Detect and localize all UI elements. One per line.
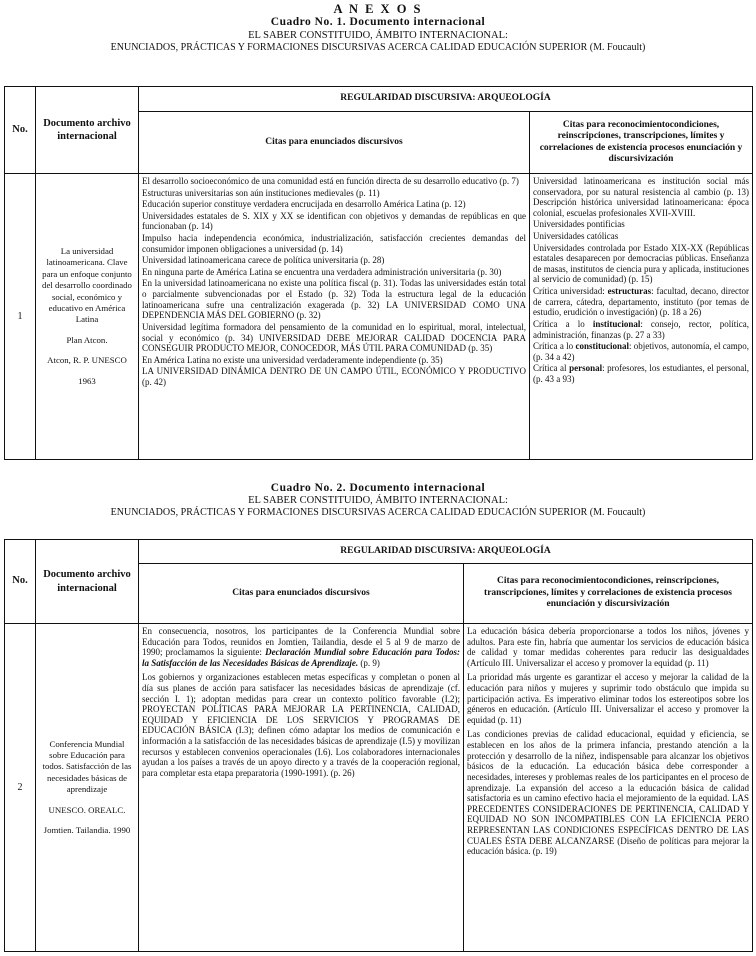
critica-prefix: Crítica universidad: (533, 286, 608, 297)
cita-item: Universidades estatales de S. XIX y XX se identifican con objetivos y demandas de repúblicas en que funcionaban (p. 14) (142, 210, 526, 232)
critica-prefix: Crítica al (533, 363, 570, 374)
condicion-item: Universidades pontificias (533, 219, 625, 230)
document-info (36, 174, 139, 460)
cita-item: Los gobiernos y organizaciones establecen metas específicas y completan o ponen al día sus planes de acción para satisfacer las necesidades básicas de aprendizaje (cf. sección I. 1); adoptan medidas para crear un contexto político favorable (I.2); PROYECTAN POLÍTICAS PARA MEJORAR LA PERTINENCIA, CALIDAD, EQUIDAD Y EFICIENCIA DE LOS SERVICIOS Y PROGRAMAS DE EDUCACIÓN BÁSICA (I.3); definen cómo adaptar los medios de comunicación e información a la satisfacción de las necesidades básicas de aprendizaje (I.5) y movilizan recursos y establecen convenios operacionales (I.6). Los colaboradores internacionales ayudan a los países a través de un apoyo directo y a través de la cooperación regional, para completar esta etapa preparatoria (1990-1991). (p. 26) (142, 672, 460, 778)
citas-cell (139, 624, 464, 952)
critica-item (533, 363, 749, 384)
document-plan: Plan Atcon. (66, 334, 108, 345)
document-info (36, 624, 139, 952)
cita-item: Universidad legítima formadora del pensamiento de la comunidad en lo espiritual, moral, intelectual, social y económico (p. 34) UNIVERSIDAD DEBE MEJORAR CALIDAD DOCENCIA PARA CONSEGUIR PRODUCTO MEJOR, CONOCEDOR, MÁS ÚTIL PARA COMUNIDAD (p. 35) (142, 321, 526, 354)
cita-item: Impulso hacia independencia económica, industrialización, satisfacción crecientes demandas del consumidor imponen obligaciones a universidad (p. 14) (142, 233, 526, 254)
table-row (5, 174, 753, 460)
critica-item (533, 286, 749, 318)
document-author: Atcon, R. P. UNESCO (47, 355, 127, 366)
critica-keyword: constitucional (575, 341, 629, 352)
anexos-title: A N E X O S (333, 2, 423, 16)
col-header-condiciones: Citas para reconocimientocondiciones, reinscripciones, transcripciones, límites y correlaciones de existencia procesos enunciación y discursivización (464, 564, 753, 624)
cita-declaracion: Declaración Mundial sobre Educación para Todos: la Satisfacción de las Necesidades Básicas de Aprendizaje. (142, 647, 460, 668)
table-row (5, 624, 753, 952)
document-org: UNESCO. OREALC. (48, 804, 126, 815)
cita-text: En consecuencia, nosotros, los participantes de la Conferencia Mundial sobre Educación para Todos, reunidos en Jomtien, Tailandia, desde el 5 al 9 de marzo de 1990; proclamamos la siguiente: (142, 626, 460, 658)
condicion-item: Las condiciones previas de calidad educacional, equidad y eficiencia, se establecen en los años de la primera infancia, prestando atención a la protección y desarrollo de la niñez, indispensable para alcanzar los objetivos básicos de la educación. La educación básica debe corresponder a necesidades, intereses y problemas reales de los participantes en el proceso de aprendizaje. La expansión del acceso a la educación básica de calidad satisfactoria es un camino efectivo hacia el mejoramiento de la equidad. LAS PRECEDENTES CONSIDERACIONES DE PERTINENCIA, CALIDAD Y EQUIDAD NO SON INCOMPATIBLES CON LA EFICIENCIA PERO REPRESENTAN LAS CONDICIONES ESPECÍFICAS DENTRO DE LAS CUALES ÉSTA DEBE ALCANZARSE (Diseño de políticas para mejorar la educación básica. (p. 19) (467, 729, 750, 857)
cuadro-2-header (0, 482, 756, 519)
col-header-regularidad: REGULARIDAD DISCURSIVA: ARQUEOLOGÍA (139, 540, 753, 564)
critica-prefix: Crítica a lo (533, 341, 576, 352)
critica-item (533, 341, 749, 362)
condicion-item: Universidades controlada por Estado XIX-XX (Repúblicas estatales desaparecen por democracias públicas. Enseñanza de masas, institutos de ciencia pura y aplicada, instituciones al servicio de comunidad) (p. 15) (533, 242, 750, 285)
cuadro-2-subtitle: EL SABER CONSTITUIDO, ÁMBITO INTERNACIONAL: (248, 495, 508, 507)
cita-item (142, 626, 460, 668)
col-header-documento: Documento archivo internacional (36, 540, 139, 624)
col-header-documento: Documento archivo internacional (36, 87, 139, 174)
row-number: 2 (5, 624, 36, 952)
condicion-item: Universidades católicas (533, 231, 619, 242)
cita-item: El desarrollo socioeconómico de una comunidad está en función directa de su desarrollo educativo (p. 7) (142, 176, 519, 186)
col-header-no: No. (5, 540, 36, 624)
document-title: Conferencia Mundial sobre Educación para todos. Satisfacción de las necesidades básicas de aprendizaje (42, 738, 132, 795)
col-header-condiciones: Citas para reconocimientocondiciones, reinscripciones, transcripciones, límites y correlaciones de existencia procesos enunciación y discursivización (530, 112, 753, 174)
citas-cell (139, 174, 530, 460)
col-header-citas: Citas para enunciados discursivos (139, 112, 530, 174)
cita-page: (p. 9) (358, 657, 380, 668)
cita-item: En ninguna parte de América Latina se encuentra una verdadera administración universitaria (p. 30) (142, 266, 502, 277)
critica-item (533, 319, 749, 340)
cita-item: LA UNIVERSIDAD DINÁMICA DENTRO DE UN CAMPO ÚTIL, ECONÓMICO Y PRODUCTIVO (p. 42) (142, 366, 526, 387)
condicion-item: La prioridad más urgente es garantizar el acceso y mejorar la calidad de la educación para niños y mujeres y suprimir todo obstáculo que impida su participación activa. Es imperativo eliminar todos los estereotipos sobre los géneros en educación. (Artículo III. Universalizar el acceso y promover la equidad (p. 11) (467, 672, 750, 725)
row-number: 1 (5, 174, 36, 460)
cuadro-2-title: Cuadro No. 2. Documento internacional (270, 482, 486, 494)
document-title: La universidad latinoamericana. Clave para un enfoque conjunto del desarrollo coordinado social, económico y educativo en América Latina (42, 245, 132, 325)
condiciones-cell (530, 174, 753, 460)
cita-item: En la universidad latinoamericana no existe una política fiscal (p. 31). Todas las universidades están total o parcialmente subvencionadas por el Estado (p. 32) Toda la estructura legal de la educación latinoamericana sufre una centralización exagerada (p. 32) LA UNIVERSIDAD COMO UNA DEPENDENCIA MÁS DEL GOBIERNO (p. 32) (142, 278, 526, 321)
cuadro-1-subtitle: EL SABER CONSTITUIDO, ÁMBITO INTERNACIONAL: (248, 29, 508, 41)
critica-text: : facultad, decano, director de carrera, cátedra, departamento, instituto (por temas de estudio, erudición o investigación) (p. 18 a 26) (533, 286, 750, 318)
cuadro-2-table (4, 539, 753, 952)
critica-prefix: Crítica a lo (533, 318, 593, 329)
cita-item: En América Latina no existe una universidad verdaderamente independiente (p. 35) (142, 354, 443, 365)
critica-keyword: institucional (592, 318, 641, 329)
condicion-item: La educación básica debería proporcionarse a todos los niños, jóvenes y adultos. Para este fin, habría que aumentar los servicios de educación básica de calidad y tomar medidas coherentes para reducir las desigualdades (Artículo III. Universalizar el acceso y promover la equidad (p. 11) (467, 626, 750, 668)
critica-text: : objetivos, autonomía, el campo, (p. 34 a 42) (533, 341, 750, 362)
critica-text: : profesores, los estudiantes, el personal, (p. 43 a 93) (533, 363, 750, 384)
document-place-year: Jomtien. Tailandia. 1990 (43, 825, 131, 836)
condiciones-cell (464, 624, 753, 952)
cita-item: Estructuras universitarias son aún instituciones medievales (p. 11) (142, 187, 380, 198)
condicion-item: Universidad latinoamericana es institución social más conservadora, por su natural resistencia al cambio (p. 13) Descripción histórica universidad latinoamericana: época colonial, escuelas profesionales XVII-XVIII. (533, 176, 750, 218)
critica-keyword: estructuras (607, 286, 652, 297)
cuadro-2-subtitle-2: ENUNCIADOS, PRÁCTICAS Y FORMACIONES DISCURSIVAS ACERCA CALIDAD EDUCACIÓN SUPERIOR (M. Foucault) (110, 507, 646, 519)
col-header-regularidad: REGULARIDAD DISCURSIVA: ARQUEOLOGÍA (139, 87, 753, 112)
cita-item: Universidad latinoamericana carece de política universitaria (p. 28) (142, 255, 385, 266)
cuadro-1-table (4, 86, 753, 460)
critica-text: : consejo, rector, política, administración, finanzas (p. 27 a 33) (533, 318, 750, 340)
cita-item: Educación superior constituye verdadera encrucijada en desarrollo América Latina (p. 12) (142, 199, 466, 210)
cuadro-1-header (0, 2, 756, 53)
critica-keyword: personal (569, 363, 603, 374)
cuadro-1-title: Cuadro No. 1. Documento internacional (270, 16, 486, 29)
col-header-citas: Citas para enunciados discursivos (139, 564, 464, 624)
document-year: 1963 (78, 375, 96, 386)
cuadro-1-subtitle-2: ENUNCIADOS, PRÁCTICAS Y FORMACIONES DISCURSIVAS ACERCA CALIDAD EDUCACIÓN SUPERIOR (M. Foucault) (110, 41, 646, 53)
col-header-no: No. (5, 87, 36, 174)
